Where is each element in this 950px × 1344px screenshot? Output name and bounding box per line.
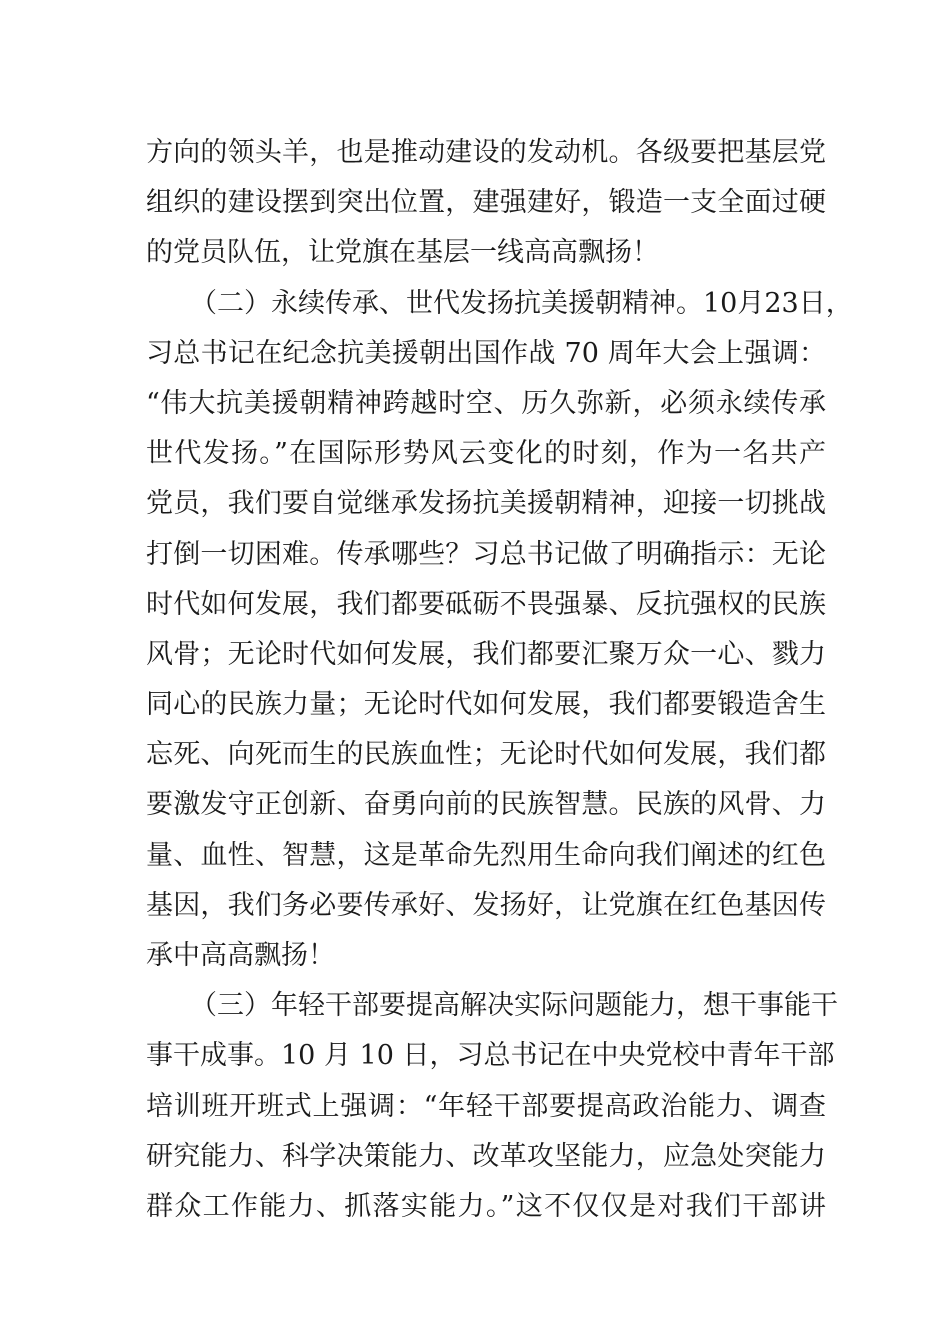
text-line: 风骨；无论时代如何发展，我们都要汇聚万众一心、戮力 — [146, 638, 826, 670]
text-line: 打倒一切困难。传承哪些？习总书记做了明确指示：无论 — [146, 538, 826, 570]
text-line: 时代如何发展，我们都要砥砺不畏强暴、反抗强权的民族 — [146, 588, 826, 620]
text-line: （三）年轻干部要提高解决实际问题能力，想干事能干 — [190, 990, 838, 1022]
text-line: 培训班开班式上强调：“年轻干部要提高政治能力、调查 — [146, 1090, 826, 1122]
text-line: （二）永续传承、世代发扬抗美援朝精神。10月23日， — [190, 287, 853, 319]
text-line: 方向的领头羊，也是推动建设的发动机。各级要把基层党 — [146, 137, 826, 168]
paragraph-3 — [146, 981, 838, 1232]
body-text — [146, 128, 853, 1232]
text-line: 基因，我们务必要传承好、发扬好，让党旗在红色基因传 — [146, 889, 826, 921]
text-line: 的党员队伍，让党旗在基层一线高高飘扬！ — [146, 237, 659, 269]
text-line: 承中高高飘扬！ — [146, 940, 335, 971]
text-line: 党员，我们要自觉继承发扬抗美援朝精神，迎接一切挑战 — [146, 488, 826, 520]
text-line: 世代发扬。”在国际形势风云变化的时刻，作为一名共产 — [146, 438, 826, 470]
text-line: 同心的民族力量；无论时代如何发展，我们都要锻造舍生 — [146, 689, 826, 721]
text-line: 习总书记在纪念抗美援朝出国作战 70 周年大会上强调： — [146, 337, 826, 369]
paragraph-1 — [146, 128, 826, 279]
text-line: “伟大抗美援朝精神跨越时空、历久弥新，必须永续传承 — [146, 387, 826, 419]
text-line: 量、血性、智慧，这是革命先烈用生命向我们阐述的红色 — [146, 839, 826, 871]
text-line: 事干成事。10 月 10 日，习总书记在中央党校中青年干部 — [146, 1040, 835, 1072]
text-line: 要激发守正创新、奋勇向前的民族智慧。民族的风骨、力 — [146, 789, 826, 821]
text-line: 组织的建设摆到突出位置，建强建好，锻造一支全面过硬 — [146, 187, 826, 219]
paragraph-2 — [146, 279, 853, 982]
text-line: 群众工作能力、抓落实能力。”这不仅仅是对我们干部讲 — [146, 1190, 826, 1222]
text-line: 研究能力、科学决策能力、改革攻坚能力，应急处突能力 — [146, 1140, 826, 1172]
text-line: 忘死、向死而生的民族血性；无论时代如何发展，我们都 — [146, 739, 826, 771]
